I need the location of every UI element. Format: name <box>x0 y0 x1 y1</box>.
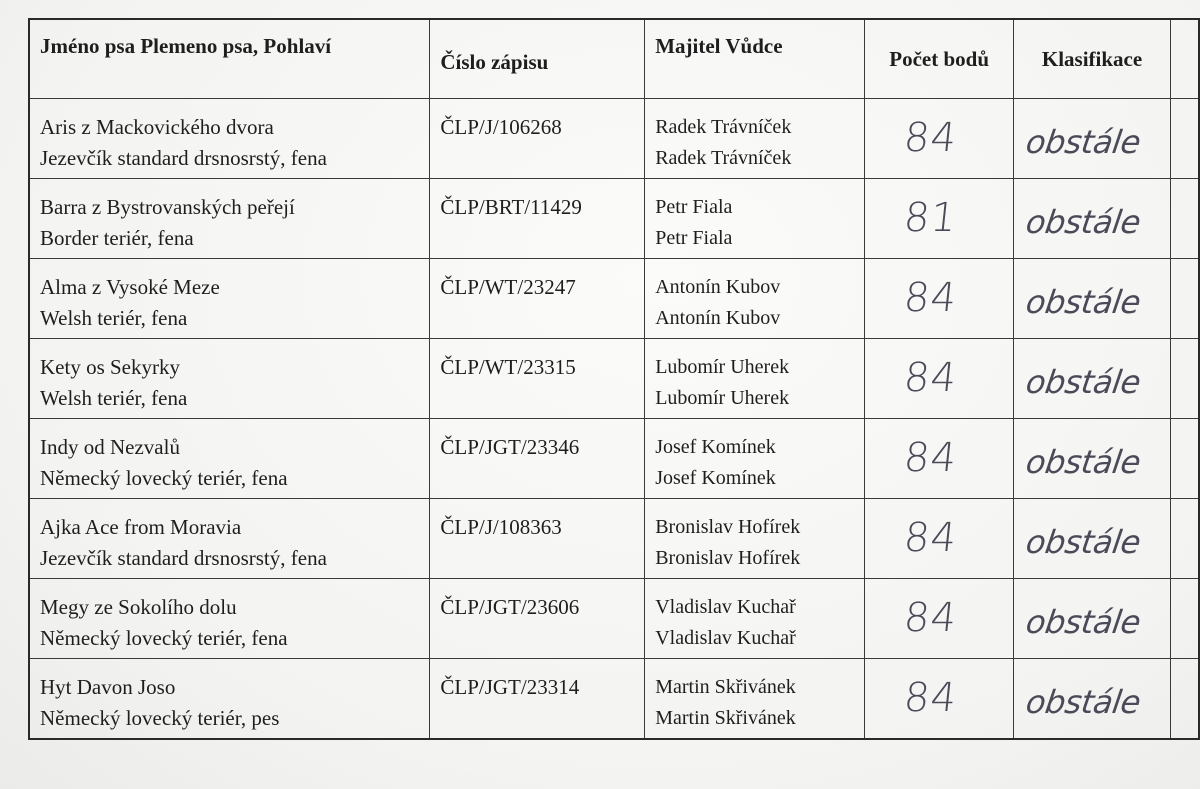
handler-name: Bronislav Hofírek <box>655 547 801 569</box>
table-row <box>29 99 1199 179</box>
registration-number: ČLP/WT/23315 <box>440 355 576 379</box>
owner-cell <box>645 659 865 739</box>
classification-value: obstále <box>1023 443 1144 481</box>
registration-number: ČLP/WT/23247 <box>440 275 576 299</box>
owner-name: Petr Fiala <box>655 196 733 218</box>
dog-cell <box>29 419 430 499</box>
dog-cell <box>29 659 430 739</box>
points-value: 84 <box>901 435 960 481</box>
table-row <box>29 499 1199 579</box>
owner-cell <box>645 339 865 419</box>
points-cell <box>865 499 1014 579</box>
header-handler-label: Vůdce <box>725 34 783 58</box>
table-row <box>29 179 1199 259</box>
dog-name: Hyt Davon Joso <box>40 675 176 699</box>
header-reg-label: Číslo zápisu <box>440 50 549 74</box>
points-value: 84 <box>901 595 960 641</box>
dog-cell <box>29 339 430 419</box>
class-cell <box>1014 579 1171 659</box>
dog-cell <box>29 99 430 179</box>
handler-name: Lubomír Uherek <box>655 387 790 409</box>
header-cut-column <box>1170 19 1199 99</box>
header-dog-breed: Plemeno psa, Pohlaví <box>140 34 332 58</box>
class-cell <box>1014 659 1171 739</box>
owner-cell <box>645 99 865 179</box>
registration-cell <box>430 579 645 659</box>
header-dog <box>29 19 430 99</box>
owner-name: Bronislav Hofírek <box>655 516 801 538</box>
table-row <box>29 339 1199 419</box>
owner-name: Antonín Kubov <box>655 276 781 298</box>
classification-value: obstále <box>1023 283 1144 321</box>
dog-name: Barra z Bystrovanských peřejí <box>40 195 295 219</box>
dog-breed-sex: Jezevčík standard drsnosrstý, fena <box>40 546 327 570</box>
registration-cell <box>430 659 645 739</box>
handler-name: Martin Skřivánek <box>655 707 796 729</box>
handler-name: Vladislav Kuchař <box>655 627 796 649</box>
handler-name: Petr Fiala <box>655 227 733 249</box>
dog-name: Megy ze Sokolího dolu <box>40 595 237 619</box>
class-cell <box>1014 259 1171 339</box>
classification-value: obstále <box>1023 683 1144 721</box>
points-cell <box>865 339 1014 419</box>
points-value: 84 <box>901 675 960 721</box>
classification-value: obstále <box>1023 523 1144 561</box>
cut-column-cell <box>1170 659 1199 739</box>
class-cell <box>1014 339 1171 419</box>
dog-breed-sex: Border teriér, fena <box>40 226 194 250</box>
cut-column-cell <box>1170 579 1199 659</box>
header-class-label: Klasifikace <box>1041 46 1143 71</box>
handler-name: Radek Trávníček <box>655 147 792 169</box>
owner-name: Lubomír Uherek <box>655 356 790 378</box>
registration-number: ČLP/JGT/23606 <box>440 595 580 619</box>
dog-breed-sex: Welsh teriér, fena <box>40 386 188 410</box>
owner-name: Martin Skřivánek <box>655 676 796 698</box>
points-value: 84 <box>901 275 960 321</box>
dog-name: Kety os Sekyrky <box>40 355 180 379</box>
dog-breed-sex: Welsh teriér, fena <box>40 306 188 330</box>
header-points-label: Počet bodů <box>889 46 989 71</box>
dog-name: Alma z Vysoké Meze <box>40 275 220 299</box>
cut-column-cell <box>1170 419 1199 499</box>
cut-column-cell <box>1170 179 1199 259</box>
cut-column-cell <box>1170 259 1199 339</box>
dog-breed-sex: Německý lovecký teriér, fena <box>40 626 288 650</box>
table-body <box>29 99 1199 739</box>
owner-cell <box>645 179 865 259</box>
class-cell <box>1014 179 1171 259</box>
class-cell <box>1014 99 1171 179</box>
dog-breed-sex: Jezevčík standard drsnosrstý, fena <box>40 146 327 170</box>
table-row <box>29 659 1199 739</box>
dog-name: Aris z Mackovického dvora <box>40 115 274 139</box>
classification-value: obstále <box>1023 123 1144 161</box>
owner-name: Josef Komínek <box>655 436 776 458</box>
class-cell <box>1014 499 1171 579</box>
cut-column-cell <box>1170 339 1199 419</box>
points-cell <box>865 259 1014 339</box>
table-row <box>29 419 1199 499</box>
dog-name: Indy od Nezvalů <box>40 435 180 459</box>
dog-cell <box>29 499 430 579</box>
points-cell <box>865 99 1014 179</box>
cut-column-cell <box>1170 499 1199 579</box>
registration-cell <box>430 259 645 339</box>
owner-cell <box>645 419 865 499</box>
owner-cell <box>645 259 865 339</box>
dog-breed-sex: Německý lovecký teriér, pes <box>40 706 280 730</box>
points-cell <box>865 659 1014 739</box>
registration-cell <box>430 339 645 419</box>
registration-number: ČLP/JGT/23346 <box>440 435 580 459</box>
dog-cell <box>29 259 430 339</box>
dog-cell <box>29 179 430 259</box>
registration-number: ČLP/J/108363 <box>440 515 562 539</box>
cut-column-cell <box>1170 99 1199 179</box>
header-dog-name: Jméno psa <box>40 34 136 58</box>
dog-name: Ajka Ace from Moravia <box>40 515 242 539</box>
points-value: 84 <box>901 115 960 161</box>
table-row <box>29 579 1199 659</box>
header-reg <box>430 19 645 99</box>
points-cell <box>865 419 1014 499</box>
registration-cell <box>430 499 645 579</box>
class-cell <box>1014 419 1171 499</box>
header-points <box>865 19 1014 99</box>
registration-number: ČLP/BRT/11429 <box>440 195 582 219</box>
points-value: 84 <box>901 515 960 561</box>
points-value: 81 <box>901 195 960 241</box>
dog-cell <box>29 579 430 659</box>
results-table <box>28 18 1200 740</box>
points-cell <box>865 579 1014 659</box>
owner-name: Radek Trávníček <box>655 116 792 138</box>
header-class <box>1014 19 1171 99</box>
registration-number: ČLP/JGT/23314 <box>440 675 580 699</box>
registration-cell <box>430 99 645 179</box>
handler-name: Josef Komínek <box>655 467 776 489</box>
registration-number: ČLP/J/106268 <box>440 115 562 139</box>
points-value: 84 <box>901 355 960 401</box>
handler-name: Antonín Kubov <box>655 307 781 329</box>
table-row <box>29 259 1199 339</box>
points-cell <box>865 179 1014 259</box>
owner-cell <box>645 499 865 579</box>
registration-cell <box>430 419 645 499</box>
classification-value: obstále <box>1023 363 1144 401</box>
registration-cell <box>430 179 645 259</box>
owner-name: Vladislav Kuchař <box>655 596 796 618</box>
table-header-row <box>29 19 1199 99</box>
classification-value: obstále <box>1023 203 1144 241</box>
header-owner-label: Majitel <box>655 34 721 58</box>
header-owner <box>645 19 865 99</box>
owner-cell <box>645 579 865 659</box>
dog-breed-sex: Německý lovecký teriér, fena <box>40 466 288 490</box>
classification-value: obstále <box>1023 603 1144 641</box>
